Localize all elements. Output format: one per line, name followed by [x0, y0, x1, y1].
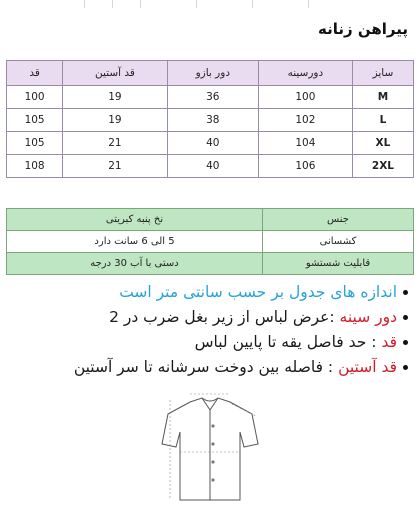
note-chest-label: دور سینه: [339, 308, 397, 326]
cell-length: 108: [7, 155, 63, 178]
cell-sleeve: 19: [63, 86, 168, 109]
bullet-icon: [403, 315, 408, 320]
info-value: نخ پنبه کبریتی: [7, 209, 263, 231]
cell-length: 105: [7, 132, 63, 155]
page-title: پیراهن زنانه: [318, 20, 408, 38]
cell-chest: 100: [258, 86, 352, 109]
cell-sleeve: 19: [63, 109, 168, 132]
header-arm: دور بازو: [167, 61, 258, 86]
table-row: [7, 109, 414, 132]
size-table-header: [7, 61, 414, 86]
cell-chest: 106: [258, 155, 352, 178]
info-key: جنس: [263, 209, 414, 231]
info-row-elasticity: [7, 231, 414, 253]
shirt-measurement-diagram-icon: [140, 392, 280, 510]
note-units: [8, 280, 408, 305]
info-value: دستی با آب 30 درجه: [7, 253, 263, 275]
cell-chest: 102: [258, 109, 352, 132]
table-row: [7, 86, 414, 109]
table-row: [7, 155, 414, 178]
header-chest: دورسینه: [258, 61, 352, 86]
note-length-text: : حد فاصل یقه تا پایین لباس: [194, 333, 377, 351]
bullet-icon: [403, 290, 408, 295]
info-key: قابلیت شستشو: [263, 253, 414, 275]
cell-sleeve: 21: [63, 132, 168, 155]
note-sleeve: [8, 355, 408, 380]
cell-size: XL: [352, 132, 413, 155]
cell-length: 100: [7, 86, 63, 109]
info-key: کشسانی: [263, 231, 414, 253]
cell-arm: 40: [167, 132, 258, 155]
cell-arm: 36: [167, 86, 258, 109]
note-length: [8, 330, 408, 355]
size-table: [6, 60, 414, 178]
bullet-icon: [403, 365, 408, 370]
cell-length: 105: [7, 109, 63, 132]
cell-arm: 40: [167, 155, 258, 178]
header-size: سایز: [352, 61, 413, 86]
cell-size: M: [352, 86, 413, 109]
fabric-info-table: [6, 208, 414, 275]
note-sleeve-text: : فاصله بین دوخت سرشانه تا سر آستین: [73, 358, 334, 376]
cell-sleeve: 21: [63, 155, 168, 178]
bullet-icon: [403, 340, 408, 345]
top-edge-lines: [0, 0, 420, 10]
note-units-text: اندازه های جدول بر حسب سانتی متر است: [119, 283, 397, 301]
cell-size: 2XL: [352, 155, 413, 178]
info-row-material: [7, 209, 414, 231]
note-sleeve-label: قد آستین: [338, 358, 397, 376]
table-row: [7, 132, 414, 155]
cell-arm: 38: [167, 109, 258, 132]
note-length-label: قد: [381, 333, 397, 351]
measurement-notes: [8, 280, 408, 380]
info-value: 5 الی 6 سانت دارد: [7, 231, 263, 253]
cell-chest: 104: [258, 132, 352, 155]
info-row-washing: [7, 253, 414, 275]
cell-size: L: [352, 109, 413, 132]
note-chest: [8, 305, 408, 330]
note-chest-text: :عرض لباس از زیر بغل ضرب در 2: [109, 308, 335, 326]
header-length: قد: [7, 61, 63, 86]
header-sleeve: قد آستین: [63, 61, 168, 86]
